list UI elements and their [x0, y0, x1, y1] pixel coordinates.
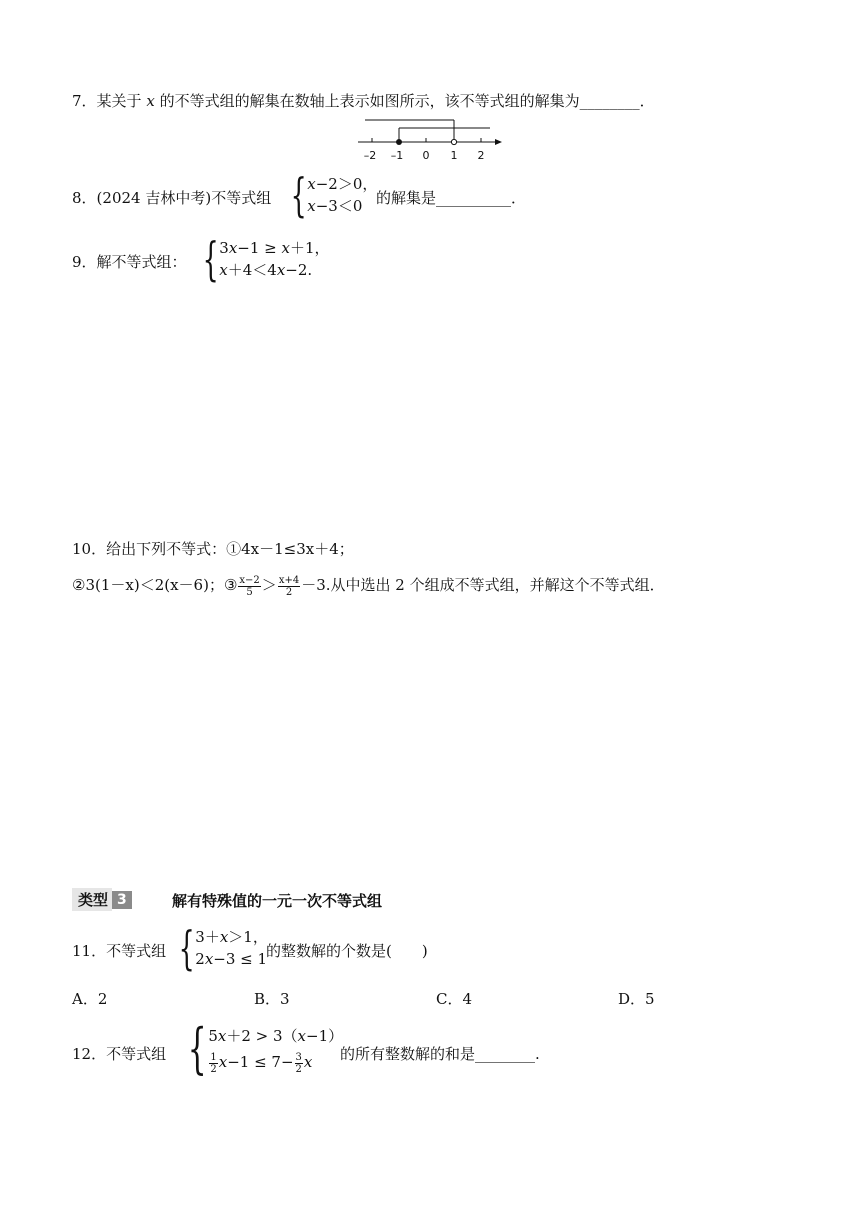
tick-label: 1: [450, 149, 458, 162]
open-point: [451, 139, 456, 144]
q7-number: 7．: [72, 92, 97, 110]
choice-b: B．3: [254, 990, 290, 1008]
q9-prefix: 9．解不等式组：: [72, 253, 187, 271]
q10-line2-a: ②3(1－x)＜2(x－6)；③: [72, 576, 238, 594]
q10-line2: [72, 574, 665, 598]
choice-a: A．2: [72, 990, 108, 1008]
fraction-denominator: 2: [285, 586, 293, 598]
type-badge: [72, 888, 132, 911]
q9-line2: 𝑥＋4＜4𝑥−2.: [219, 261, 313, 279]
q7-variable: x: [146, 92, 155, 110]
q12-line1: 5𝑥＋2 > 3（𝑥−1）: [208, 1027, 344, 1045]
q10-gt: ＞: [261, 576, 277, 594]
q12-line2-mid: 𝑥−1 ≤ 7−: [218, 1053, 294, 1071]
tick-label: 2: [477, 149, 485, 162]
q8-system: [284, 168, 378, 222]
axis-arrow: [495, 139, 502, 145]
choice-d: D．5: [618, 990, 655, 1008]
q11-line2: 2𝑥−3 ≤ 1: [195, 950, 268, 968]
fraction-numerator: 3: [295, 1051, 302, 1063]
question-7-text: [72, 90, 655, 111]
q12-line2-end: 𝑥: [303, 1053, 313, 1071]
badge-label: 类型: [72, 888, 112, 911]
q8-prefix: 8．(2024 吉林中考)不等式组: [72, 189, 272, 207]
fraction-denominator: 2: [210, 1063, 217, 1075]
section-title: 解有特殊值的一元一次不等式组: [172, 892, 383, 910]
q12-prefix: 12．不等式组: [72, 1045, 167, 1063]
q12-suffix: 的所有整数解的和是________.: [340, 1045, 540, 1063]
fraction-denominator: 5: [246, 586, 253, 598]
q11-suffix: 的整数解的个数是( ): [266, 942, 428, 960]
fraction-numerator: 1: [210, 1051, 217, 1063]
fraction: [278, 575, 300, 598]
q9-system: [196, 232, 330, 286]
q8-suffix: 的解集是__________．: [376, 189, 527, 207]
q10-line1: 10．给出下列不等式：①4x－1≤3x＋4；: [72, 540, 354, 558]
number-line-figure: [350, 112, 510, 164]
q11-system: [172, 921, 268, 975]
closed-point: [396, 139, 402, 145]
q12-system: [180, 1017, 344, 1080]
fraction-denominator: 2: [295, 1063, 302, 1075]
q8-line2: 𝑥−3＜0: [307, 197, 363, 215]
left-brace: {: [187, 1017, 207, 1080]
fraction: [238, 575, 260, 598]
q10-line2-b: －3.从中选出 2 个组成不等式组，并解这个不等式组．: [301, 576, 665, 594]
fraction: [209, 1052, 217, 1075]
fraction-numerator: x+4: [278, 574, 300, 586]
badge-number: 3: [112, 891, 132, 909]
q9-line1: 3𝑥−1 ≥ 𝑥＋1，: [219, 239, 330, 257]
tick-label: 0: [422, 149, 430, 162]
choice-c: C．4: [436, 990, 473, 1008]
q8-line1: 𝑥−2＞0，: [307, 175, 378, 193]
left-brace: {: [178, 921, 195, 975]
q11-prefix: 11．不等式组: [72, 942, 167, 960]
fraction: [295, 1052, 303, 1075]
q7-text-b: 的不等式组的解集在数轴上表示如图所示，该不等式组的解集为________．: [159, 92, 655, 110]
tick-label: –2: [363, 149, 377, 162]
tick-label: –1: [390, 149, 404, 162]
q11-line1: 3＋𝑥＞1，: [195, 928, 268, 946]
q12-line2: [208, 1049, 343, 1075]
left-brace: {: [202, 232, 219, 286]
q7-text-a: 某关于: [96, 92, 142, 110]
left-brace: {: [290, 168, 307, 222]
fraction-numerator: x−2: [239, 574, 260, 586]
